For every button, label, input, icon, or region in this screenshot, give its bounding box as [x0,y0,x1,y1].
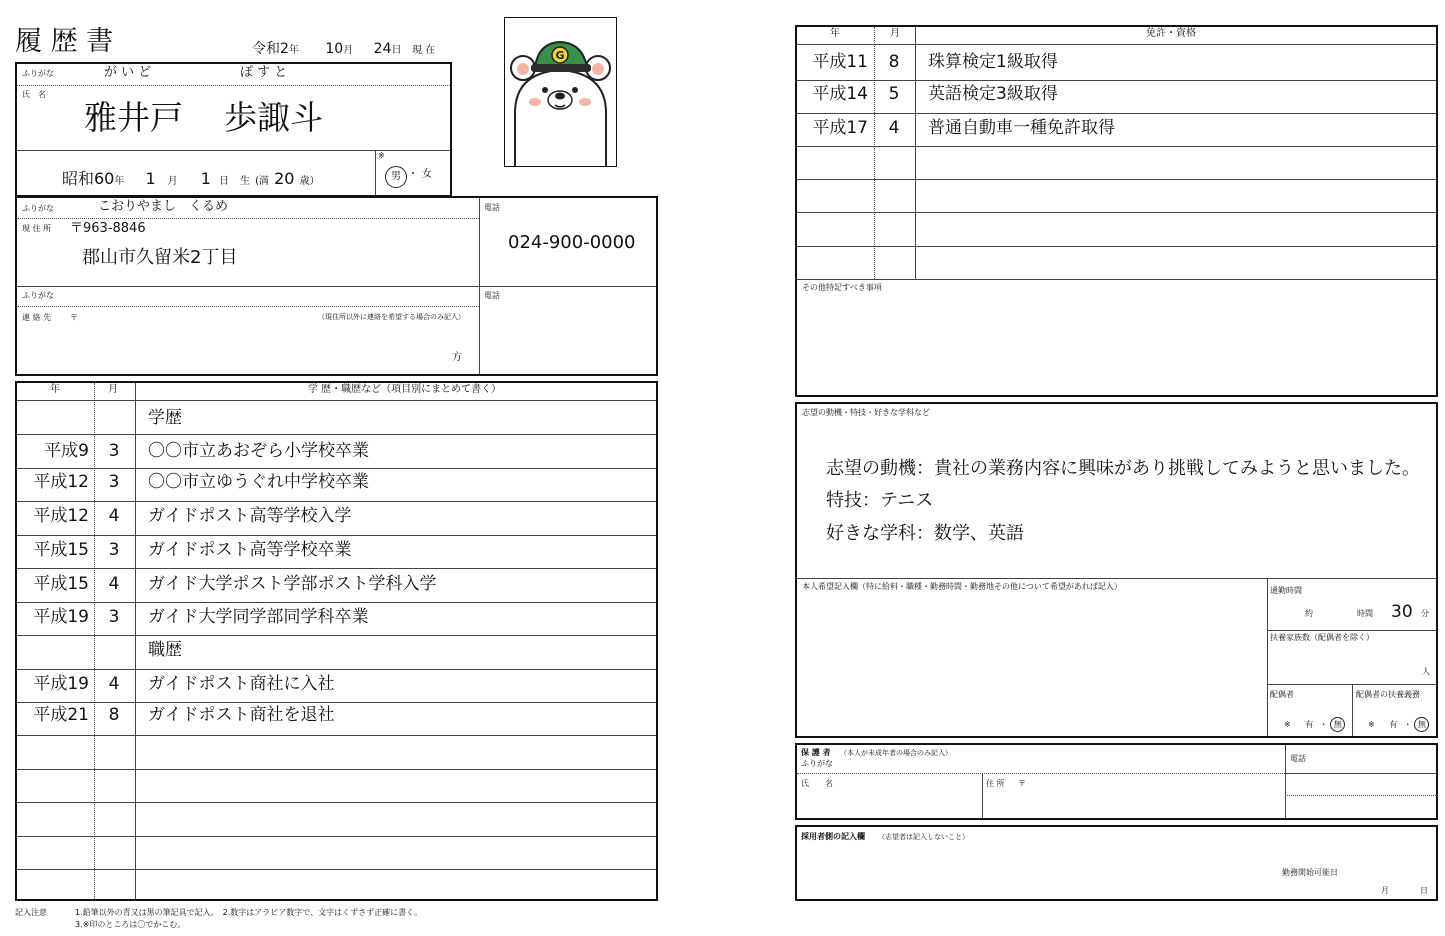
bear-mascot-image [505,18,616,166]
licenses-col-month: 月 [890,28,900,39]
year-unit: 年 [288,45,299,56]
history-month: 4 [108,506,120,526]
history-year: 平成19 [33,607,89,627]
notes-line2: 3.※印のところは〇でかこむ。 [75,920,186,929]
birth-date [62,166,320,189]
commute-minutes: 30 [1391,602,1413,622]
history-month: 8 [108,705,120,725]
furigana-surname: が い ど [104,65,152,80]
current-address-label: 現 住 所 [22,224,52,233]
address-furigana: こおりやまし くるめ [98,199,229,214]
spouse-label: 配偶者 [1270,690,1294,699]
commute-hours-unit: 時間 [1357,609,1373,618]
history-col-desc: 学 歴・職歴など（項目別にまとめて書く） [308,384,502,395]
photo-frame [504,17,617,167]
license-month: 5 [888,84,900,104]
history-desc: 職歴 [148,640,182,660]
history-desc: ガイド大学ポスト学部ポスト学科入学 [148,574,437,594]
age-open: (満 [255,176,270,187]
commute-about: 約 [1305,609,1313,618]
guardian-furigana-label: ふりがな [801,759,833,768]
support-yes[interactable]: 有 [1389,720,1398,729]
age-value: 20 [274,169,295,188]
date-era: 令和 [252,41,280,57]
history-year: 平成15 [33,540,89,560]
motivation-box [795,402,1438,738]
licenses-col-year: 年 [830,28,840,39]
notes-line1: 1.鉛筆以外の青又は黒の筆記具で記入。 2.数字はアラビア数字で、文字はくずさず正確に書く。 [75,908,422,917]
furigana-label: ふりがな [22,69,54,78]
given-name: 歩諏斗 [224,98,323,137]
guardian-label: 保 護 者 [801,748,831,757]
spouse-separator: ・ [1319,720,1328,729]
birth-day-unit: 日 [218,176,229,187]
history-desc: ガイドポスト商社を退社 [148,705,335,725]
birth-day: 1 [200,169,211,188]
resume-title: 履 歴 書 [15,26,114,57]
support-separator: ・ [1403,720,1412,729]
furigana-given: ぽ す と [240,65,288,80]
license-desc: 珠算検定1級取得 [928,52,1058,72]
commute-label: 通勤時間 [1270,586,1302,595]
gender-male[interactable]: 男 [385,166,407,188]
address-furigana-label: ふりがな [22,204,54,213]
dependents-label: 扶養家族数（配偶者を除く） [1270,633,1374,642]
guardian-name-label: 氏 名 [801,779,833,788]
license-month: 8 [888,52,900,72]
support-options [1368,717,1429,732]
spouse-no[interactable]: 無 [1330,717,1345,732]
history-year: 平成21 [33,705,89,725]
start-day-unit: 日 [1420,886,1428,895]
birth-month: 1 [145,169,156,188]
birth-era: 昭和60 [62,169,115,188]
support-note: ※ [1368,720,1375,729]
license-desc: 普通自動車一種免許取得 [928,118,1115,138]
dependents-unit: 人 [1422,667,1430,676]
license-year: 平成11 [812,52,868,72]
surname: 雅井戸 [84,98,183,137]
phone-label: 電話 [484,203,500,212]
motivation-line2: 特技：テニス [826,490,934,511]
contact-suffix: 方 [452,352,462,363]
cap-letter: G [555,49,565,62]
history-desc: 〇〇市立ゆうぐれ中学校卒業 [148,472,369,492]
history-month: 4 [108,674,120,694]
support-no[interactable]: 無 [1414,717,1429,732]
history-year: 平成19 [33,674,89,694]
history-desc: ガイドポスト高等学校卒業 [148,540,352,560]
current-address: 郡山市久留米2丁目 [82,247,238,268]
guardian-note: （本人が未成年者の場合のみ記入） [840,749,952,757]
spouse-yes[interactable]: 有 [1305,720,1314,729]
contact-furigana-label: ふりがな [22,291,54,300]
guardian-postal-mark: 〒 [1018,779,1026,788]
birth-month-unit: 月 [167,176,178,187]
history-col-month: 月 [108,384,118,395]
license-desc: 英語検定3級取得 [928,84,1058,104]
history-year: 平成9 [44,441,89,461]
employer-label: 採用者側の記入欄 [801,832,865,841]
date-month: 10 [325,41,344,57]
name-label: 氏 名 [22,90,46,99]
gender-note-mark: ※ [378,151,385,160]
phone-number: 024-900-0000 [508,232,636,253]
start-date-label: 勤務開始可能日 [1282,868,1338,877]
date-year: 2 [280,41,289,57]
gender-separator: ・ [408,169,418,180]
history-month: 3 [108,472,120,492]
day-unit: 日 [391,45,402,56]
other-notes-label: その他特記すべき事項 [802,283,882,292]
contact-phone-label: 電話 [484,291,500,300]
history-year: 平成12 [33,506,89,526]
license-year: 平成14 [812,84,868,104]
history-desc: ガイドポスト高等学校入学 [148,506,352,526]
contact-postal-mark: 〒 [70,313,78,322]
commute-minutes-unit: 分 [1421,609,1429,618]
postal-code: 〒963-8846 [70,221,146,236]
motivation-label: 志望の動機・特技・好きな学科など [802,408,930,417]
history-year: 平成15 [33,574,89,594]
age-close: 歳） [299,176,320,187]
history-desc: ガイド大学同学部同学科卒業 [148,607,369,627]
licenses-table [795,25,1438,397]
license-month: 4 [888,118,900,138]
contact-label: 連 絡 先 [22,313,52,322]
employer-note: （志望者は記入しないこと） [878,833,969,841]
birth-year-unit: 年 [114,176,125,187]
gender-female[interactable]: 女 [422,169,432,180]
start-month-unit: 月 [1381,886,1389,895]
history-month: 3 [108,540,120,560]
notes-label: 記入注意 [15,908,47,917]
spouse-options [1284,717,1345,732]
motivation-line1: 志望の動機：貴社の業務内容に興味があり挑戦してみようと思いました。 [826,458,1420,479]
month-unit: 月 [343,45,354,56]
history-col-year: 年 [50,384,60,395]
history-year: 平成12 [33,472,89,492]
guardian-phone-label: 電話 [1290,754,1306,763]
history-month: 3 [108,441,120,461]
history-desc: ガイドポスト商社に入社 [148,674,335,694]
born-label: 生 [240,176,251,187]
spouse-note: ※ [1284,720,1291,729]
motivation-line3: 好きな学科：数学、英語 [826,523,1024,544]
wishes-label: 本人希望記入欄（特に給料・職種・勤務時間・勤務地その他について希望があれば記入） [802,582,1122,591]
history-desc: 学歴 [148,408,182,428]
date-as-of [252,38,435,58]
history-month: 3 [108,607,120,627]
contact-note: （現住所以外に連絡を希望する場合のみ記入） [318,313,465,321]
as-of-label: 現 在 [411,45,436,56]
license-year: 平成17 [812,118,868,138]
history-month: 4 [108,574,120,594]
support-label: 配偶者の扶養義務 [1356,690,1420,699]
history-desc: 〇〇市立あおぞら小学校卒業 [148,441,369,461]
date-day: 24 [373,41,392,57]
guardian-address-label: 住 所 [986,779,1005,788]
licenses-col-desc: 免許・資格 [1146,28,1196,39]
